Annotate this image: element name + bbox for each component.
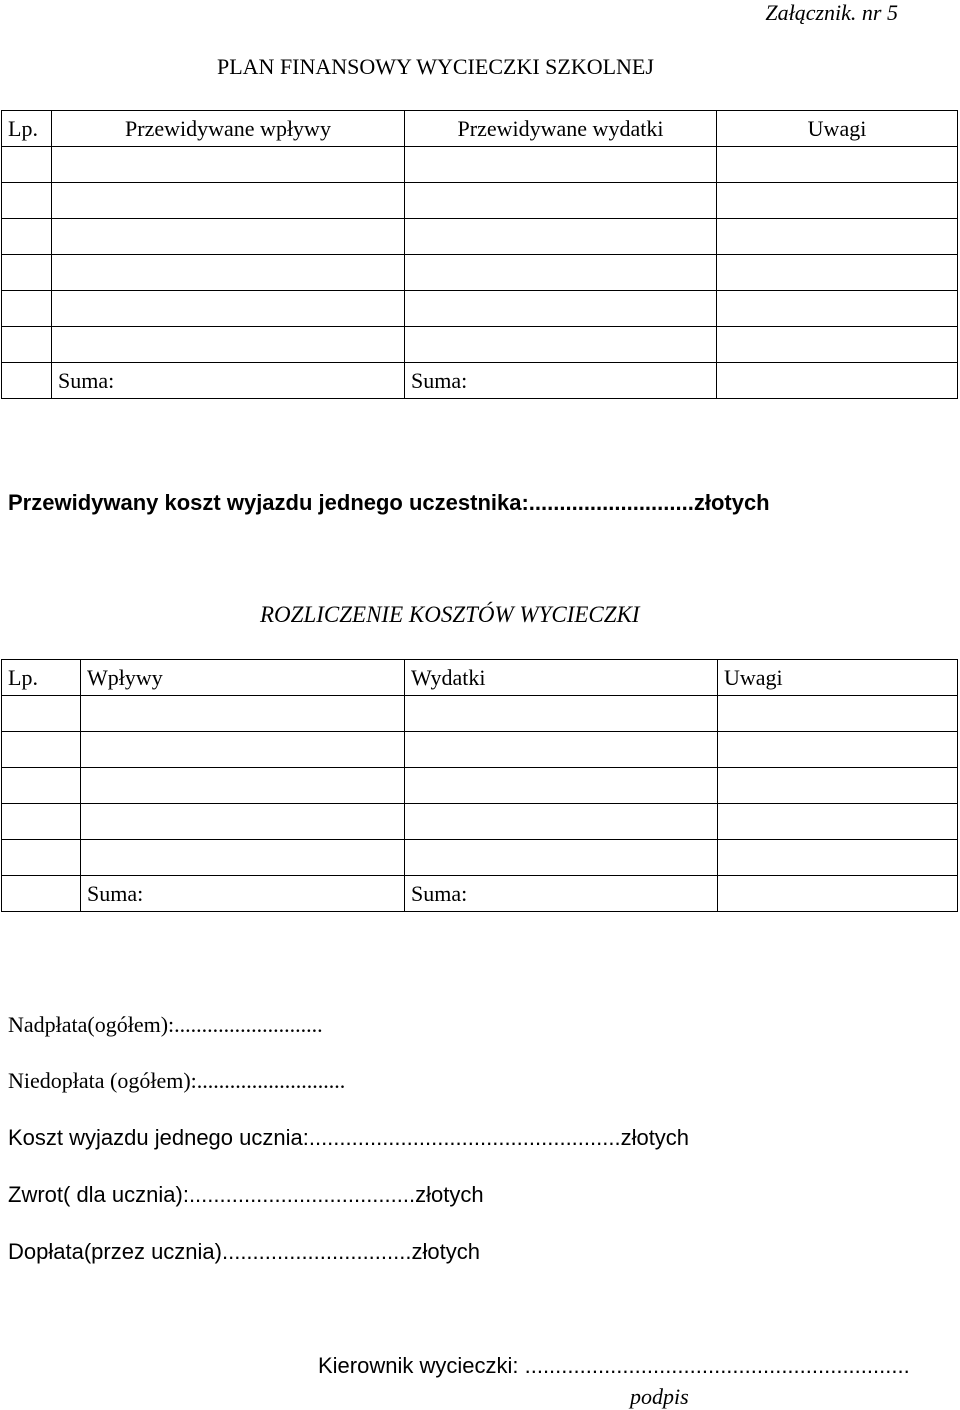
table-cell[interactable]	[2, 768, 81, 804]
trip-leader-signature-line: Kierownik wycieczki: ...............................................................	[318, 1353, 910, 1378]
table-cell[interactable]	[717, 327, 958, 363]
table-cell	[2, 363, 52, 399]
table-row	[2, 183, 958, 219]
table-row	[2, 327, 958, 363]
table-cell[interactable]	[405, 804, 718, 840]
table-cell[interactable]	[81, 840, 405, 876]
column-header-lp: Lp.	[2, 660, 81, 696]
table-row	[2, 291, 958, 327]
table-cell[interactable]	[405, 255, 717, 291]
column-header-expense: Przewidywane wydatki	[405, 111, 717, 147]
column-header-notes: Uwagi	[717, 111, 958, 147]
column-header-notes: Uwagi	[718, 660, 958, 696]
table-cell[interactable]	[52, 183, 405, 219]
surcharge-line: Dopłata(przez ucznia)...............................złotych	[8, 1239, 480, 1264]
expense-sum-label: Suma:	[405, 876, 718, 912]
table-cell[interactable]	[81, 768, 405, 804]
table-cell[interactable]	[2, 219, 52, 255]
expense-sum-label: Suma:	[405, 363, 717, 399]
table-row	[2, 219, 958, 255]
overpayment-line: Nadpłata(ogółem):...........................	[8, 1012, 323, 1037]
table-cell[interactable]	[2, 147, 52, 183]
refund-line: Zwrot( dla ucznia):.....................................złotych	[8, 1182, 484, 1207]
table-cell	[2, 876, 81, 912]
table-row	[2, 696, 958, 732]
table-cell[interactable]	[718, 732, 958, 768]
table-cell[interactable]	[718, 696, 958, 732]
column-header-income: Wpływy	[81, 660, 405, 696]
table-row	[2, 732, 958, 768]
table-cell[interactable]	[52, 219, 405, 255]
table-header-row	[2, 111, 958, 147]
table-cell[interactable]	[717, 291, 958, 327]
table-cell[interactable]	[2, 804, 81, 840]
cost-per-student-line: Koszt wyjazdu jednego ucznia:...................................................złotych	[8, 1125, 690, 1150]
table-cell[interactable]	[405, 840, 718, 876]
table-cell[interactable]	[405, 147, 717, 183]
table-cell[interactable]	[2, 696, 81, 732]
table-row	[2, 147, 958, 183]
table-row	[2, 768, 958, 804]
table-cell[interactable]	[81, 732, 405, 768]
table-cell[interactable]	[2, 840, 81, 876]
estimated-cost-line: Przewidywany koszt wyjazdu jednego uczestnika:...........................złotych	[8, 490, 770, 515]
table-row	[2, 255, 958, 291]
table-cell[interactable]	[405, 768, 718, 804]
table-cell[interactable]	[717, 255, 958, 291]
table-cell[interactable]	[717, 147, 958, 183]
plan-title: PLAN FINANSOWY WYCIECZKI SZKOLNEJ	[217, 54, 654, 79]
table-cell[interactable]	[717, 183, 958, 219]
table-cell[interactable]	[405, 291, 717, 327]
table-cell[interactable]	[405, 183, 717, 219]
sum-row	[2, 876, 958, 912]
table-cell[interactable]	[717, 219, 958, 255]
table-cell[interactable]	[2, 732, 81, 768]
table-cell	[717, 363, 958, 399]
attachment-label: Załącznik. nr 5	[765, 0, 898, 25]
table-cell[interactable]	[718, 768, 958, 804]
table-cell[interactable]	[2, 327, 52, 363]
table-cell[interactable]	[718, 804, 958, 840]
income-sum-label: Suma:	[81, 876, 405, 912]
table-row	[2, 804, 958, 840]
table-cell[interactable]	[405, 219, 717, 255]
table-cell[interactable]	[52, 327, 405, 363]
table-cell[interactable]	[52, 255, 405, 291]
table-cell[interactable]	[52, 147, 405, 183]
income-sum-label: Suma:	[52, 363, 405, 399]
table-cell[interactable]	[405, 327, 717, 363]
table-row	[2, 840, 958, 876]
settlement-title: ROZLICZENIE KOSZTÓW WYCIECZKI	[260, 602, 640, 627]
table-cell[interactable]	[405, 732, 718, 768]
settlement-table	[1, 659, 958, 912]
column-header-lp: Lp.	[2, 111, 52, 147]
table-cell[interactable]	[81, 804, 405, 840]
financial-plan-table	[1, 110, 958, 399]
table-header-row	[2, 660, 958, 696]
table-cell[interactable]	[81, 696, 405, 732]
table-cell	[718, 876, 958, 912]
table-cell[interactable]	[52, 291, 405, 327]
table-cell[interactable]	[2, 291, 52, 327]
underpayment-line: Niedopłata (ogółem):...........................	[8, 1068, 346, 1093]
table-cell[interactable]	[718, 840, 958, 876]
column-header-income: Przewidywane wpływy	[52, 111, 405, 147]
sum-row	[2, 363, 958, 399]
table-cell[interactable]	[405, 696, 718, 732]
table-cell[interactable]	[2, 183, 52, 219]
column-header-expense: Wydatki	[405, 660, 718, 696]
signature-caption: podpis	[630, 1384, 689, 1409]
table-cell[interactable]	[2, 255, 52, 291]
